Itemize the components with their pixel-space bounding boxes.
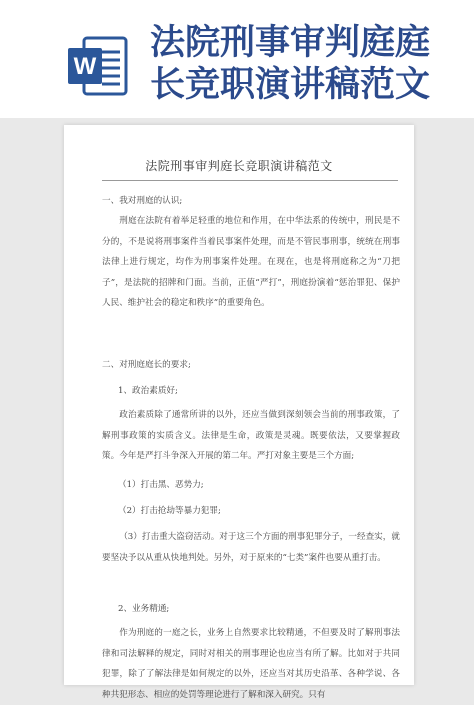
subsection-2-heading: 2、业务精通; <box>118 604 170 614</box>
title-divider <box>102 180 398 181</box>
section-1-heading: 一、我对刑庭的认识; <box>102 196 183 206</box>
banner-title-line-2: 长竞职演讲稿范文 <box>150 64 431 105</box>
subsection-1-paragraph: 政治素质除了通常所讲的以外，还应当做到深刻领会当前的刑事政策，了解刑事政策的实质含义。法律是生命，政策是灵魂。既要依法，又要掌握政策。今年是严打斗争深入开展的第二年。严打对象主要是三个方面; <box>102 410 400 461</box>
banner-title <box>150 22 468 106</box>
list-item-1: （1）打击黑、恶势力; <box>118 480 204 490</box>
section-1-paragraph: 刑庭在法院有着举足轻重的地位和作用，在中华法系的传统中，刑民是不分的，不是说将刑事案件当着民事案件处理，而是不管民事刑事，统统在刑事法律上进行规定，均作为刑事案件处理。在现在，也是将刑庭称之为“刀把子”，是法院的招牌和门面。当前，正值“严打”，刑庭扮演着“惩治罪犯、保护人民、维护社会的稳定和秩序”的重要角色。 <box>102 216 400 308</box>
word-document-icon <box>66 34 130 98</box>
subsection-2-paragraph: 作为刑庭的一庭之长，业务上自然要求比较精通，不但要及时了解刑事法律和司法解释的规定，同时对相关的刑事理论也应当有所了解。比如对于共同犯罪，除了了解法律是如何规定的以外，还应当对其历史沿革、各种学说、各种共犯形态、相应的处罚等理论进行了解和深入研究。只有 <box>102 628 400 700</box>
document-title: 法院刑事审判庭长竞职演讲稿范文 <box>145 159 333 173</box>
subsection-1-heading: 1、政治素质好; <box>118 386 178 396</box>
document-page <box>64 125 414 700</box>
list-item-2: （2）打击抢劫等暴力犯罪; <box>118 506 221 516</box>
header-banner <box>0 0 474 118</box>
word-icon-letter: W <box>73 53 97 80</box>
section-2-heading: 二、对刑庭庭长的要求; <box>102 360 191 370</box>
banner-title-line-1: 法院刑事审判庭庭 <box>150 22 431 63</box>
list-item-3-paragraph: （3）打击重大盗窃活动。对于这三个方面的刑事犯罪分子，一经查实，就要坚决予以从重从快地判处。另外，对于原来的“七类”案件也要从重打击。 <box>102 532 400 563</box>
